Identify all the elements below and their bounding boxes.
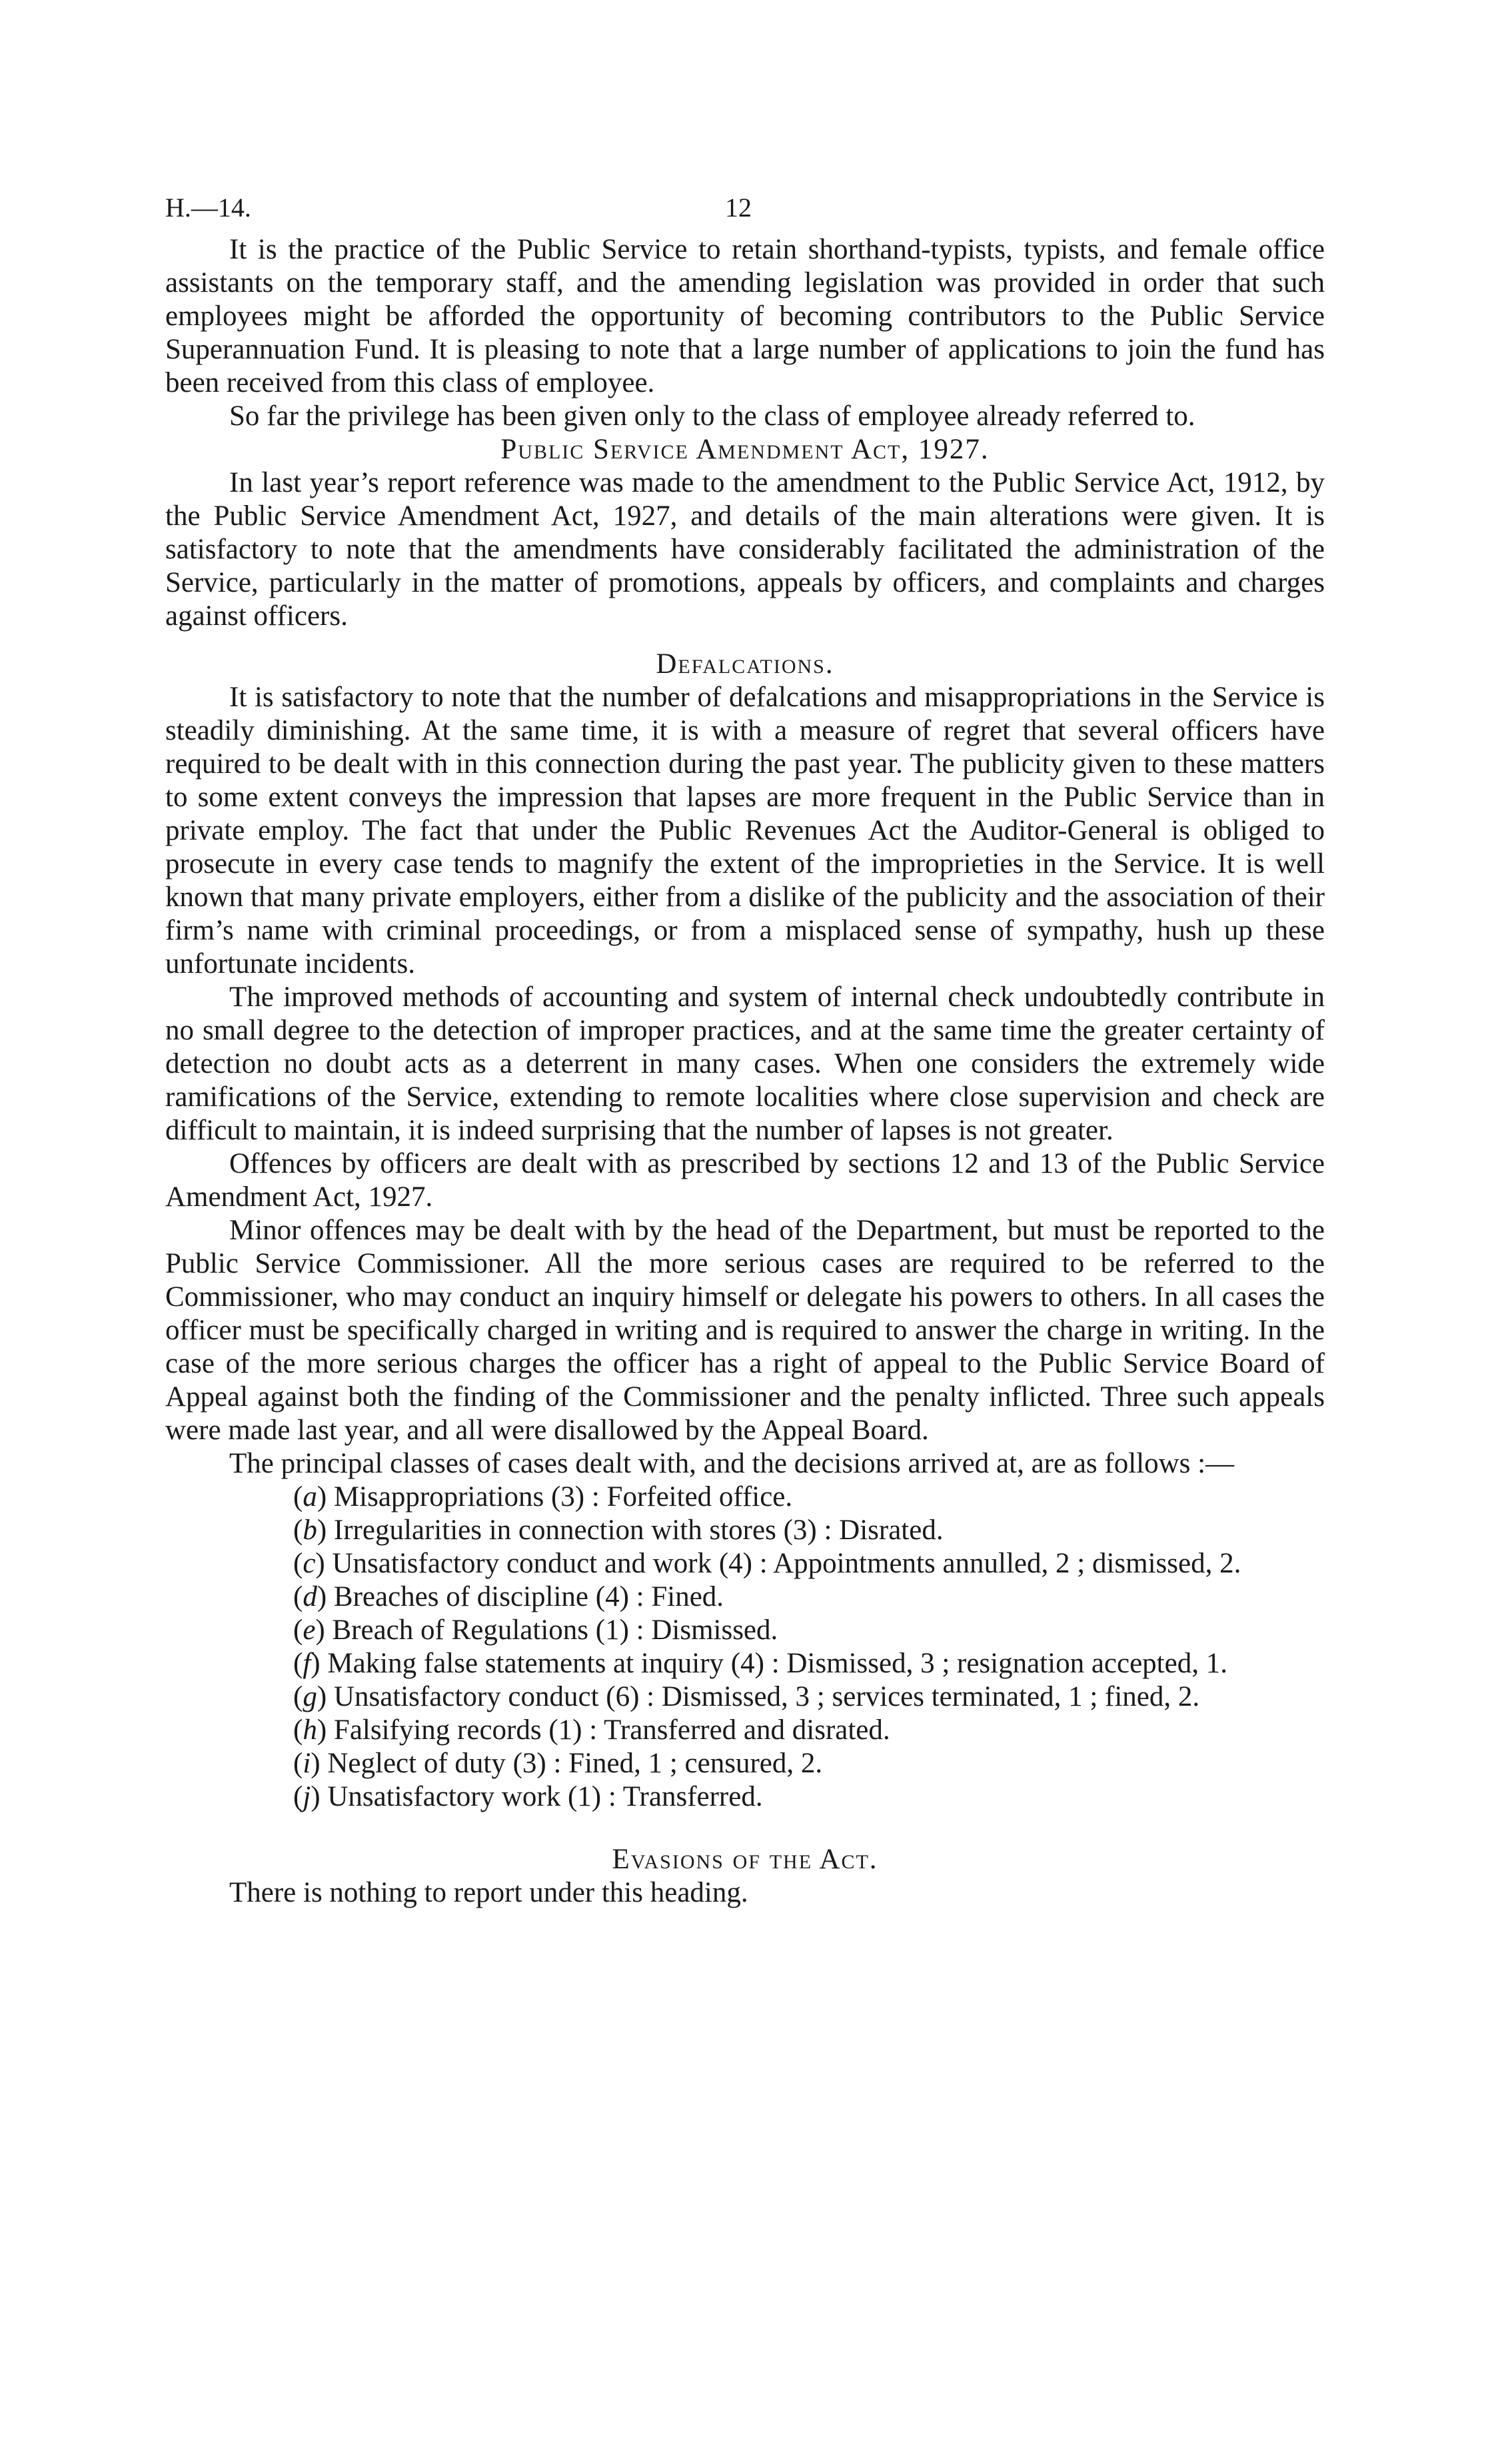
list-item: (g) Unsatisfactory conduct (6) : Dismissed, 3 ; services terminated, 1 ; fined, 2. [293,1681,1200,1712]
page-header [165,188,1325,228]
paragraph: It is satisfactory to note that the number of defalcations and misappropriations in the Service is steadily diminishing. At the same time, it is with a measure of regret that several officers have required to be dealt with in this connection during the past year. The publicity given to these matters to some extent conveys the impression that lapses are more frequent in the Public Service than in private employ. The fact that under the Public Revenues Act the Auditor-General is obliged to prosecute in every case tends to magnify the extent of the improprieties in the Service. It is well known that many private employers, either from a dislike of the publicity and the association of their firm’s name with criminal proceedings, or from a misplaced sense of sympathy, hush up these unfortunate incidents. [165,682,1325,979]
list-item: (h) Falsifying records (1) : Transferred and disrated. [293,1714,890,1746]
list-item: (i) Neglect of duty (3) : Fined, 1 ; censured, 2. [293,1748,823,1779]
page-number: 12 [725,193,752,223]
paragraph: Minor offences may be dealt with by the head of the Department, but must be reported to the Public Service Commissioner. All the more serious cases are required to be referred to the Commissioner, who may conduct an inquiry himself or delegate his powers to others. In all cases the officer must be specifically charged in writing and is required to answer the charge in writing. In the case of the more serious charges the officer has a right of appeal to the Public Service Board of Appeal against both the finding of the Commissioner and the penalty inflicted. Three such appeals were made last year, and all were disallowed by the Appeal Board. [165,1215,1325,1446]
list-item: (a) Misappropriations (3) : Forfeited office. [293,1481,793,1513]
list-item: (d) Breaches of discipline (4) : Fined. [293,1581,724,1612]
paragraph: The principal classes of cases dealt with, and the decisions arrived at, are as follows :— [229,1448,1235,1479]
list-item: (c) Unsatisfactory conduct and work (4) : Appointments annulled, 2 ; dismissed, 2. [293,1548,1241,1579]
paragraph: So far the privilege has been given only to the class of employee already referred to. [229,400,1195,432]
paragraph: The improved methods of accounting and system of internal check undoubtedly contribute in no small degree to the detection of improper practices, and at the same time the greater certainty of detection no doubt acts as a deterrent in many cases. When one considers the extremely wide ramifications of the Service, extending to remote localities where close supervision and check are difficult to maintain, it is indeed surprising that the number of lapses is not greater. [165,981,1325,1146]
report-reference: H.—14. [165,193,251,223]
paragraph: Offences by officers are dealt with as prescribed by sections 12 and 13 of the Public Service Amendment Act, 1927. [165,1148,1325,1213]
list-item: (j) Unsatisfactory work (1) : Transferred. [293,1781,763,1812]
document-body [165,233,1325,1910]
section-heading-defalcations: Defalcations. [656,648,834,680]
paragraph: There is nothing to report under this heading. [229,1877,748,1908]
list-item: (e) Breach of Regulations (1) : Dismissed. [293,1614,778,1646]
section-heading-evasions: Evasions of the Act. [612,1844,878,1875]
paragraph: It is the practice of the Public Service to retain shorthand-typists, typists, and female office assistants on the temporary staff, and the amending legislation was provided in order that such employees might be afforded the opportunity of becoming contributors to the Public Service Superannuation Fund. It is pleasing to note that a large number of applications to join the fund has been received from this class of employee. [165,234,1325,398]
section-heading-amendment-act: Public Service Amendment Act, 1927. [500,434,990,465]
list-item: (b) Irregularities in connection with stores (3) : Disrated. [293,1515,944,1546]
list-item: (f) Making false statements at inquiry (4) : Dismissed, 3 ; resignation accepted, 1. [293,1648,1227,1679]
paragraph: In last year’s report reference was made to the amendment to the Public Service Act, 1912, by the Public Service Amendment Act, 1927, and details of the main alterations were given. It is satisfactory to note that the amendments have considerably facilitated the administration of the Service, particularly in the matter of promotions, appeals by officers, and complaints and charges against officers. [165,467,1325,632]
cases-list [165,1481,1325,1814]
